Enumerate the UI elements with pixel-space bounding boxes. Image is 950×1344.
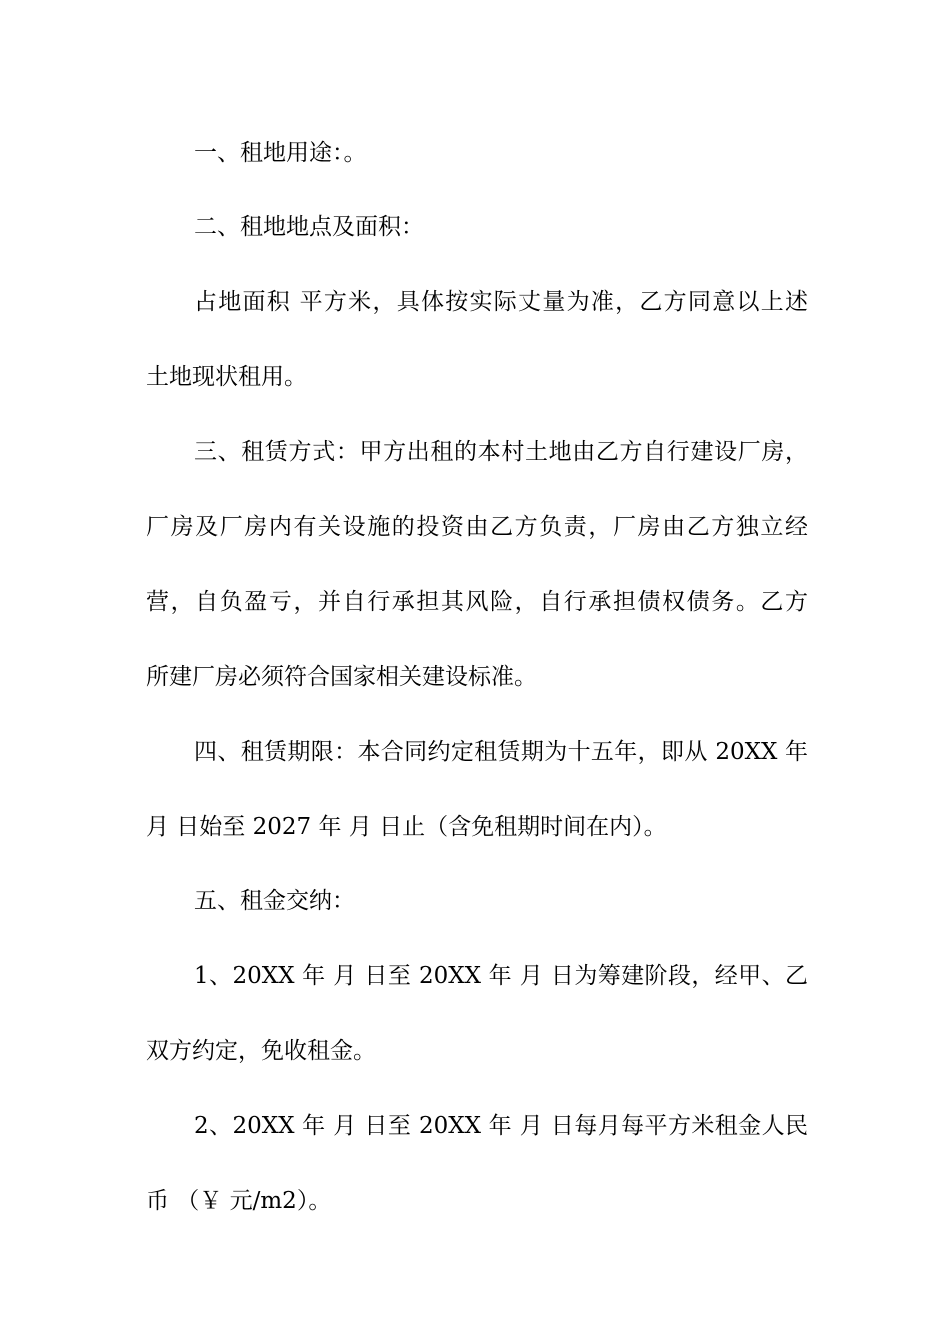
- rent-item-2: 2、20XX 年 月 日至 20XX 年 月 日每月每平方米租金人民: [194, 1113, 808, 1139]
- paragraph-line: 币 （￥ 元/m2）。: [146, 1188, 332, 1214]
- paragraph-line: 土地现状租用。: [146, 364, 307, 390]
- rent-item-1: 1、20XX 年 月 日至 20XX 年 月 日为筹建阶段，经甲、乙: [194, 963, 808, 989]
- paragraph-line: 双方约定，免收租金。: [146, 1038, 376, 1064]
- clause-2-location-area: 二、租地地点及面积：: [194, 214, 424, 240]
- paragraph-line: 营，自负盈亏，并自行承担其风险，自行承担债权债务。乙方: [146, 589, 808, 615]
- clause-4-lease-term: 四、租赁期限：本合同约定租赁期为十五年，即从 20XX 年: [194, 739, 808, 765]
- clause-1-land-use: 一、租地用途：。: [194, 140, 367, 166]
- clause-5-rent-payment: 五、租金交纳：: [194, 888, 355, 914]
- clause-3-lease-method: 三、租赁方式：甲方出租的本村土地由乙方自行建设厂房，: [194, 439, 808, 465]
- paragraph-line: 占地面积 平方米，具体按实际丈量为准，乙方同意以上述: [194, 289, 808, 315]
- paragraph-line: 月 日始至 2027 年 月 日止（含免租期时间在内）。: [146, 814, 667, 840]
- paragraph-line: 所建厂房必须符合国家相关建设标准。: [146, 664, 537, 690]
- paragraph-line: 厂房及厂房内有关设施的投资由乙方负责，厂房由乙方独立经: [146, 514, 808, 540]
